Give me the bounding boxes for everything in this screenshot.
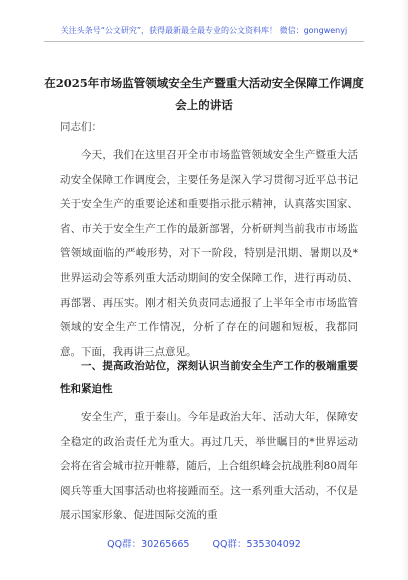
footer-qq-group-1: QQ群：30265665 — [107, 539, 190, 550]
body-paragraph-2: 安全生产，重于泰山。今年是政治大年、活动大年，保障安全稳定的政治责任尤为重大。再过几天，举世瞩目的*世界运动会将在省会城市拉开帷幕，随后，上合组织峰会抗战胜利80周年阅兵等重大国事活动也将接踵而至。这一系列重大活动，不仅是展示国家形象、促进国际交流的重 — [60, 411, 358, 522]
page-edge-shadow — [402, 0, 408, 580]
section-heading-1: 一、提高政治站位，深刻认识当前安全生产工作的极端重要性和紧迫性 — [60, 360, 358, 395]
header-banner: 关注头条号“公文研究”，获得最新最全最专业的公文资料库！ 微信：gongwenyj — [60, 26, 348, 35]
footer-qq-group-2: QQ群：535304092 — [212, 539, 301, 550]
footer-contact — [0, 536, 408, 550]
document-title: 在2025年市场监管领域安全生产暨重大活动安全保障工作调度会上的讲话 — [44, 76, 364, 112]
salutation: 同志们： — [60, 121, 102, 133]
body-paragraph-1: 今天，我们在这里召开全市市场监管领域安全生产暨重大活动安全保障工作调度会，主要任务是深入学习贯彻习近平总书记关于安全生产的重要论述和重要指示批示精神，认真落实国家、省、市关于安全生产工作的最新部署，分析研判当前我市市场监管领域面临的严峻形势，对下一阶段，特别是汛期、暑期以及*世界运动会等系列重大活动期间的安全保障工作，进行再动员、再部署、再压实。刚才相关负责同志通报了上半年全市市场监管领域的安全生产工作情况，分析了存在的问题和短板，我都同意。下面，我再讲三点意见。 — [60, 149, 358, 358]
header-divider — [44, 41, 364, 42]
